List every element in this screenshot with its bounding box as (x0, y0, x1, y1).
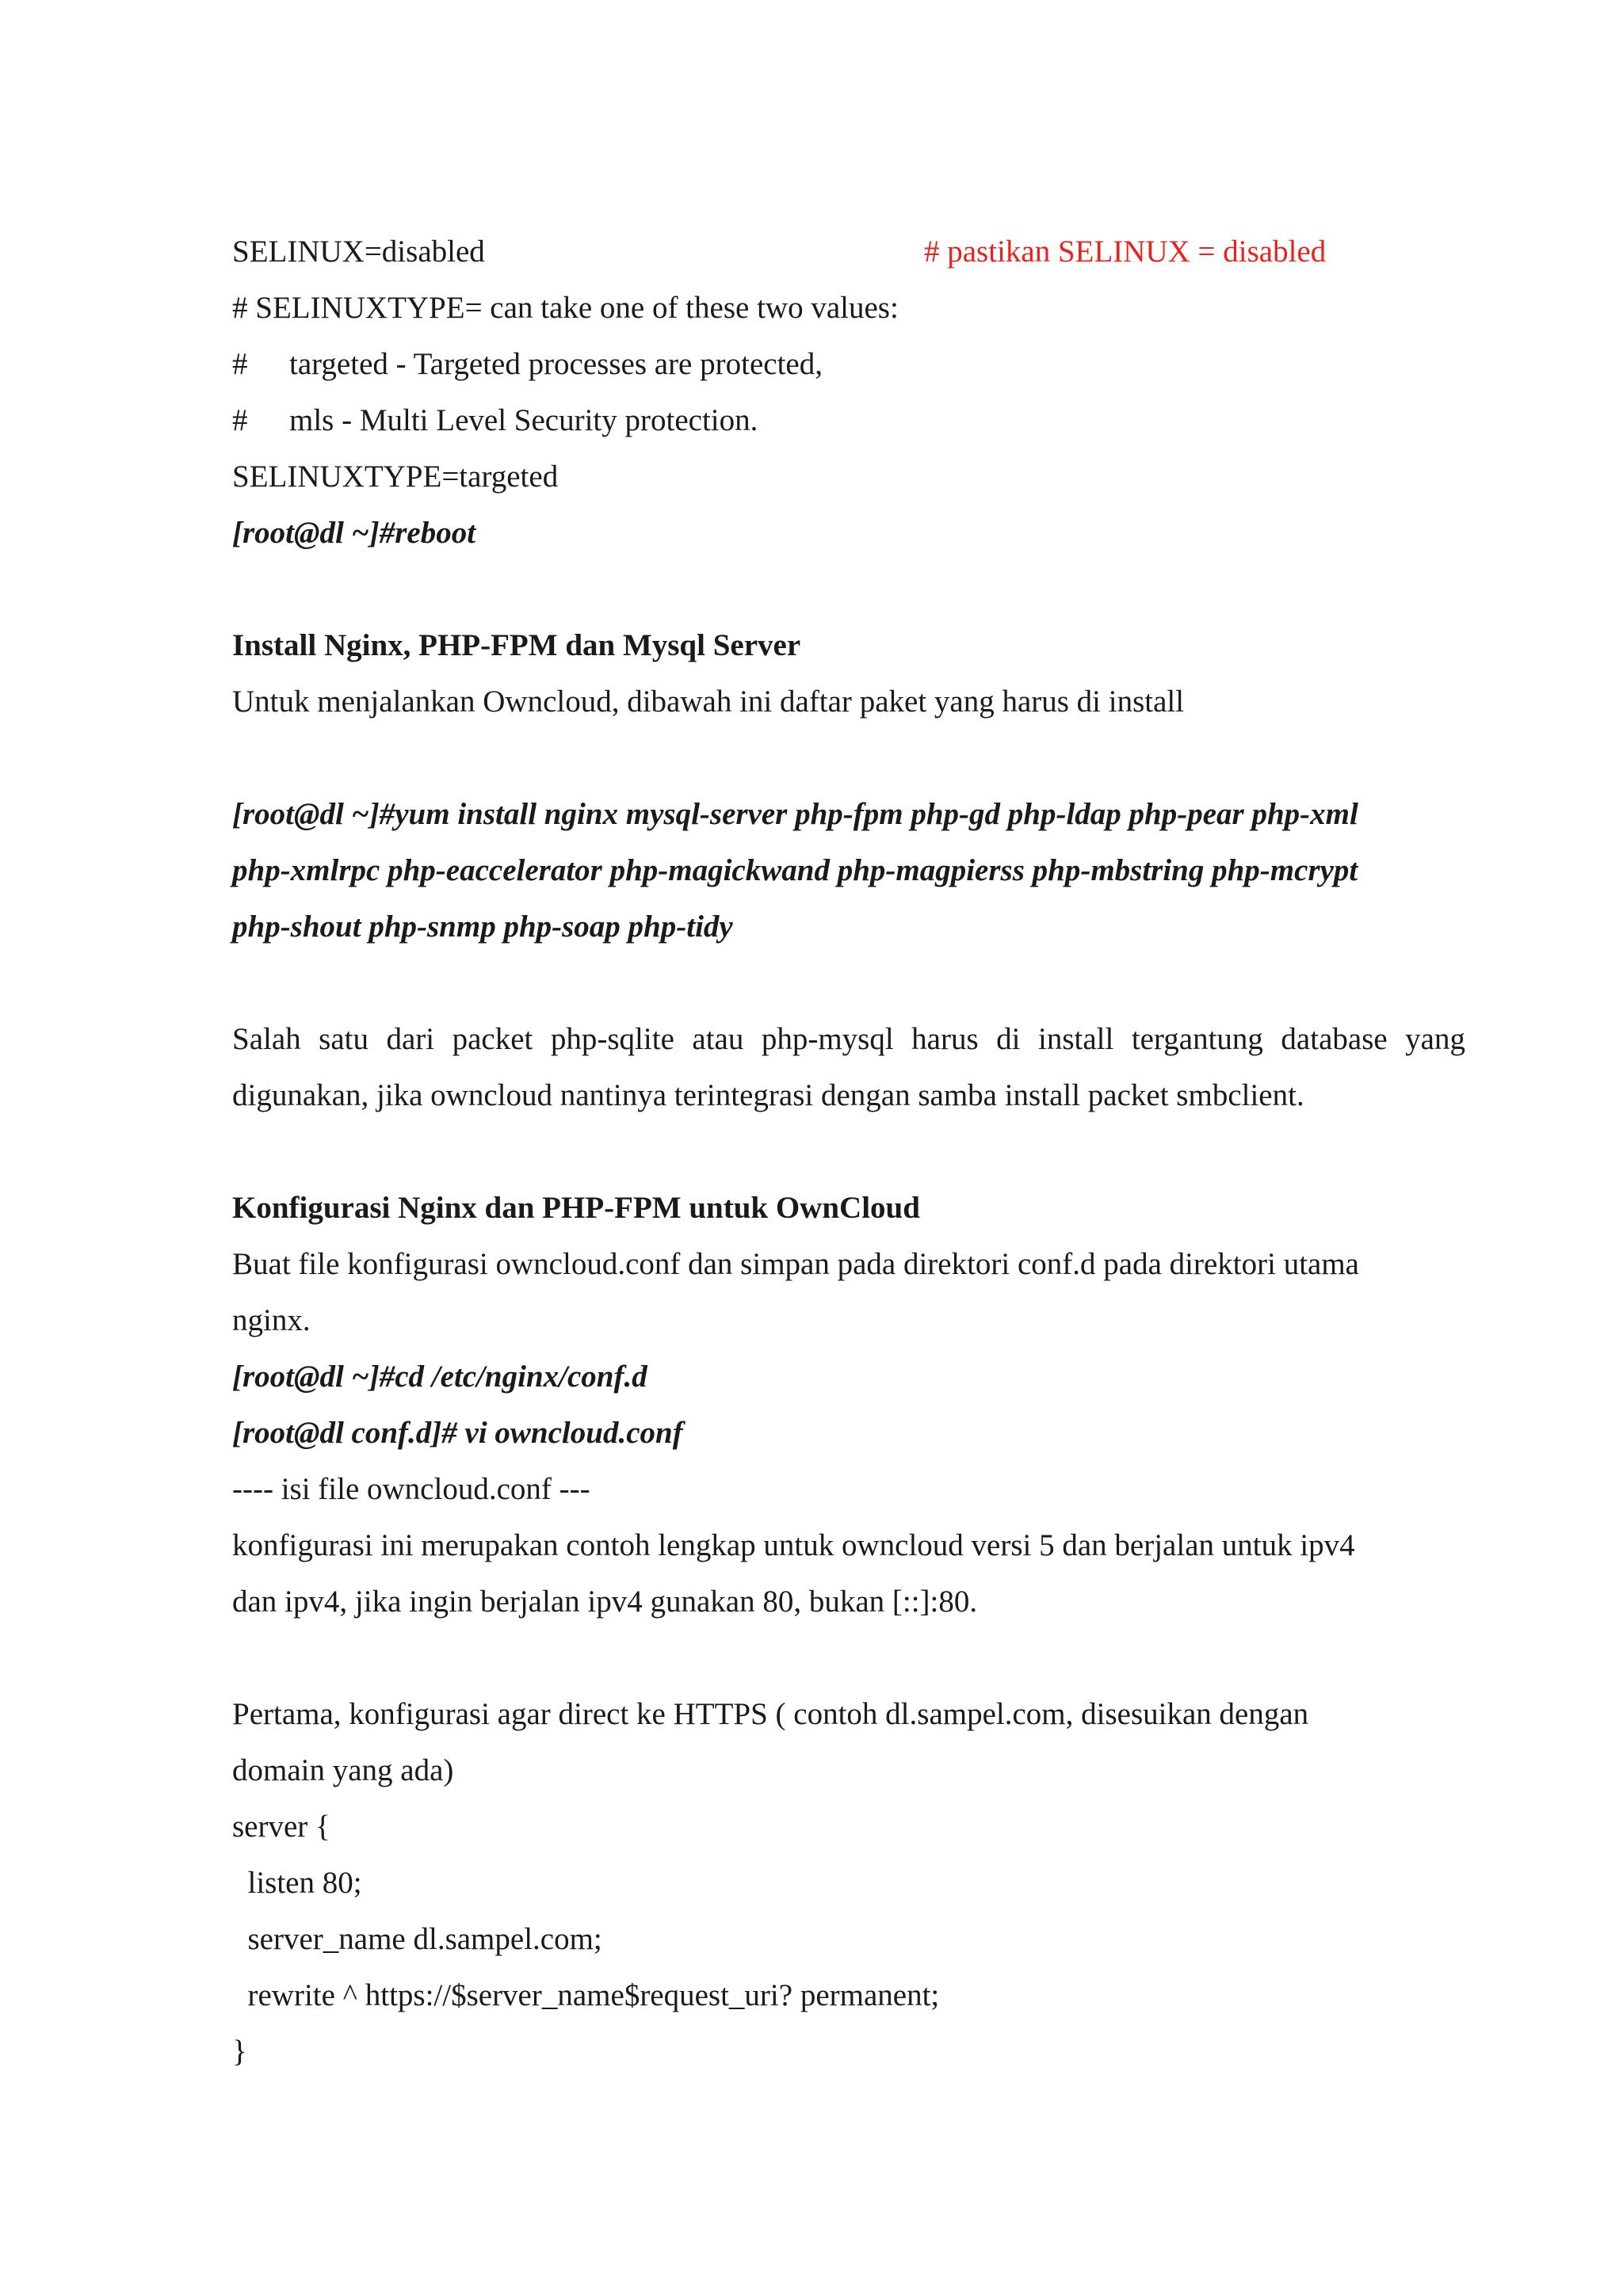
yum-command-line-3: php-shout php-snmp php-soap php-tidy (232, 910, 733, 944)
code-server-name: server_name dl.sampel.com; (232, 1922, 602, 1956)
install-intro: Untuk menjalankan Owncloud, dibawah ini daftar paket yang harus di install (232, 685, 1185, 719)
targeted-text: targeted - Targeted processes are protected, (289, 347, 823, 381)
cd-command: [root@dl ~]#cd /etc/nginx/conf.d (232, 1360, 647, 1394)
code-listen: listen 80; (232, 1866, 362, 1900)
mls-text: mls - Multi Level Security protection. (289, 403, 758, 437)
selinuxtype-setting: SELINUXTYPE=targeted (232, 460, 559, 494)
install-note-line-1: Salah satu dari packet php-sqlite atau php-mysql harus di install tergantung database yang (232, 1022, 1465, 1056)
mls-hash: # (232, 403, 248, 437)
install-heading: Install Nginx, PHP-FPM dan Mysql Server (232, 628, 801, 662)
selinuxtype-comment: # SELINUXTYPE= can take one of these two values: (232, 291, 899, 325)
mls-comment-line (232, 402, 758, 440)
config-heading: Konfigurasi Nginx dan PHP-FPM untuk OwnCloud (232, 1191, 920, 1225)
vi-command: [root@dl conf.d]# vi owncloud.conf (232, 1416, 683, 1450)
code-rewrite: rewrite ^ https://$server_name$request_uri? permanent; (232, 1978, 940, 2012)
targeted-hash: # (232, 347, 248, 381)
code-server-close: } (232, 2035, 247, 2069)
targeted-comment-line (232, 345, 823, 383)
reboot-command: [root@dl ~]#reboot (232, 516, 476, 550)
https-line-2: domain yang ada) (232, 1753, 454, 1787)
config-intro-line-2: nginx. (232, 1303, 311, 1337)
selinux-setting: SELINUX=disabled (232, 235, 485, 269)
yum-command-line-1: [root@dl ~]#yum install nginx mysql-server php-fpm php-gd php-ldap php-pear php-xml (232, 797, 1358, 831)
selinux-comment: # pastikan SELINUX = disabled (924, 235, 1327, 269)
https-line-1: Pertama, konfigurasi agar direct ke HTTPS ( contoh dl.sampel.com, disesuikan dengan (232, 1697, 1309, 1731)
file-marker: ---- isi file owncloud.conf --- (232, 1472, 590, 1506)
install-note-line-2: digunakan, jika owncloud nantinya terintegrasi dengan samba install packet smbclient. (232, 1078, 1304, 1112)
code-server-open: server { (232, 1810, 330, 1844)
yum-command-line-2: php-xmlrpc php-eaccelerator php-magickwand php-magpierss php-mbstring php-mcrypt (232, 853, 1358, 887)
config-intro-line-1: Buat file konfigurasi owncloud.conf dan simpan pada direktori conf.d pada direktori utama (232, 1247, 1359, 1281)
config-desc-line-2: dan ipv4, jika ingin berjalan ipv4 gunakan 80, bukan [::]:80. (232, 1585, 978, 1619)
config-desc-line-1: konfigurasi ini merupakan contoh lengkap untuk owncloud versi 5 dan berjalan untuk ipv4 (232, 1528, 1355, 1562)
